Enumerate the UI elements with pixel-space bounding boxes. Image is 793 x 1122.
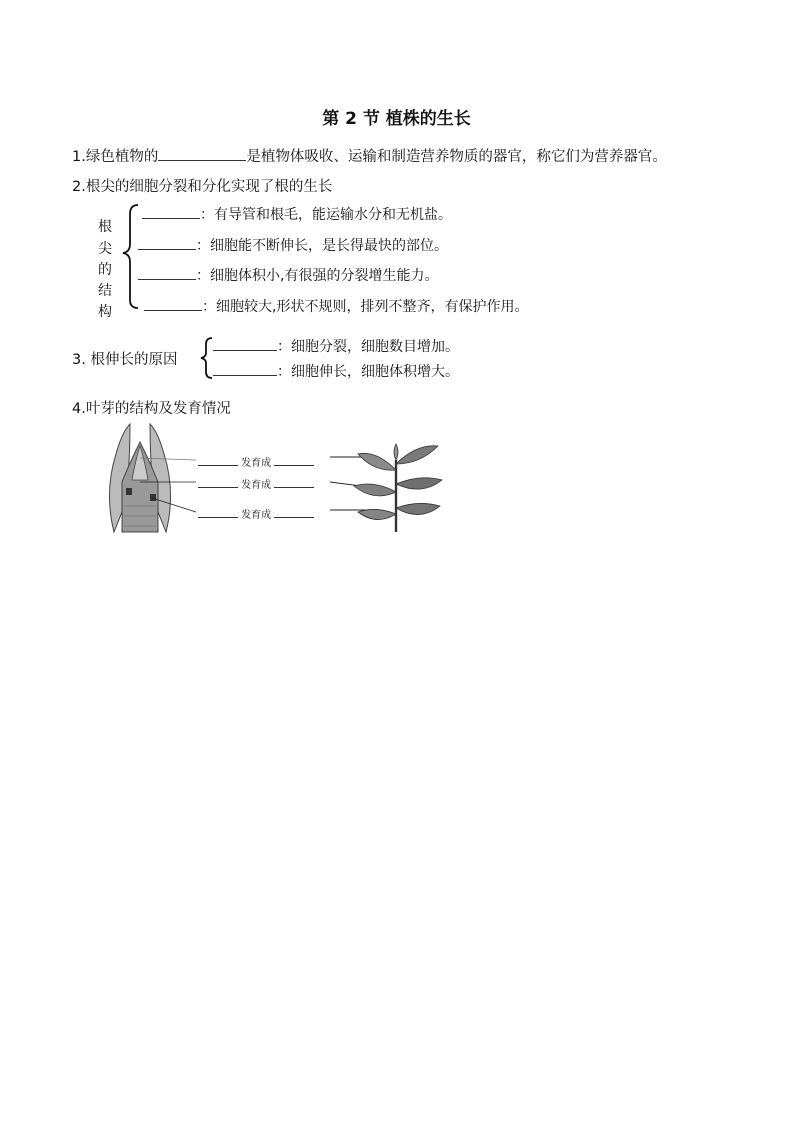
q2-item-text: ：有导管和根毛，能运输水分和无机盐。	[200, 207, 452, 223]
develop-row	[198, 476, 314, 491]
q2-side-label-char: 构	[98, 304, 112, 320]
q3-item-text: ：细胞伸长，细胞体积增大。	[277, 364, 459, 380]
develop-blank-right[interactable]	[274, 455, 314, 466]
plant-stem-illustration	[330, 440, 445, 532]
q2-item-text: ：细胞能不断伸长，是长得最快的部位。	[196, 238, 448, 254]
leaf-bud-illustration	[100, 422, 200, 534]
q3-brace-icon	[198, 336, 214, 380]
q2-item-text: ：细胞体积小,有很强的分裂增生能力。	[196, 268, 439, 284]
develop-blank-left[interactable]	[198, 477, 238, 488]
q1-blank[interactable]	[158, 147, 246, 161]
q3-blank[interactable]	[213, 362, 277, 376]
q3-item	[213, 361, 459, 381]
q2-item	[138, 235, 448, 255]
q2-side-label-char: 尖	[98, 241, 112, 257]
q3-item-text: ：细胞分裂，细胞数目增加。	[277, 339, 459, 355]
q2-side-label-char: 结	[98, 283, 112, 299]
q2-item	[138, 265, 438, 285]
q2-item	[142, 204, 452, 224]
question-1	[72, 145, 667, 166]
q2-blank[interactable]	[142, 205, 200, 219]
page-title: 第 2 节 植株的生长	[322, 109, 471, 129]
q4-heading: 4.叶芽的结构及发育情况	[72, 401, 231, 417]
q2-side-label-char: 根	[98, 219, 112, 235]
q3-blank[interactable]	[213, 337, 277, 351]
develop-blank-right[interactable]	[274, 507, 314, 518]
develop-blank-right[interactable]	[274, 477, 314, 488]
develop-label: 发育成	[241, 510, 272, 521]
q2-blank[interactable]	[138, 266, 196, 280]
develop-label: 发育成	[241, 480, 272, 491]
q2-item-text: ：细胞较大,形状不规则，排列不整齐，有保护作用。	[202, 299, 529, 315]
q2-brace-icon	[118, 200, 142, 320]
q3-item	[213, 336, 459, 356]
q2-blank[interactable]	[138, 236, 196, 250]
q2-item	[144, 296, 528, 316]
develop-row	[198, 454, 314, 469]
develop-blank-left[interactable]	[198, 455, 238, 466]
q2-blank[interactable]	[144, 297, 202, 311]
q2-side-label-char: 的	[98, 262, 112, 278]
q1-prefix: 1.绿色植物的	[72, 149, 159, 165]
develop-row	[198, 506, 314, 521]
q2-heading: 2.根尖的细胞分裂和分化实现了根的生长	[72, 179, 333, 195]
develop-blank-left[interactable]	[198, 507, 238, 518]
develop-label: 发育成	[241, 458, 272, 469]
q3-heading: 3. 根伸长的原因	[72, 352, 178, 368]
q1-suffix: 是植物体吸收、运输和制造营养物质的器官，称它们为营养器官。	[246, 149, 667, 165]
